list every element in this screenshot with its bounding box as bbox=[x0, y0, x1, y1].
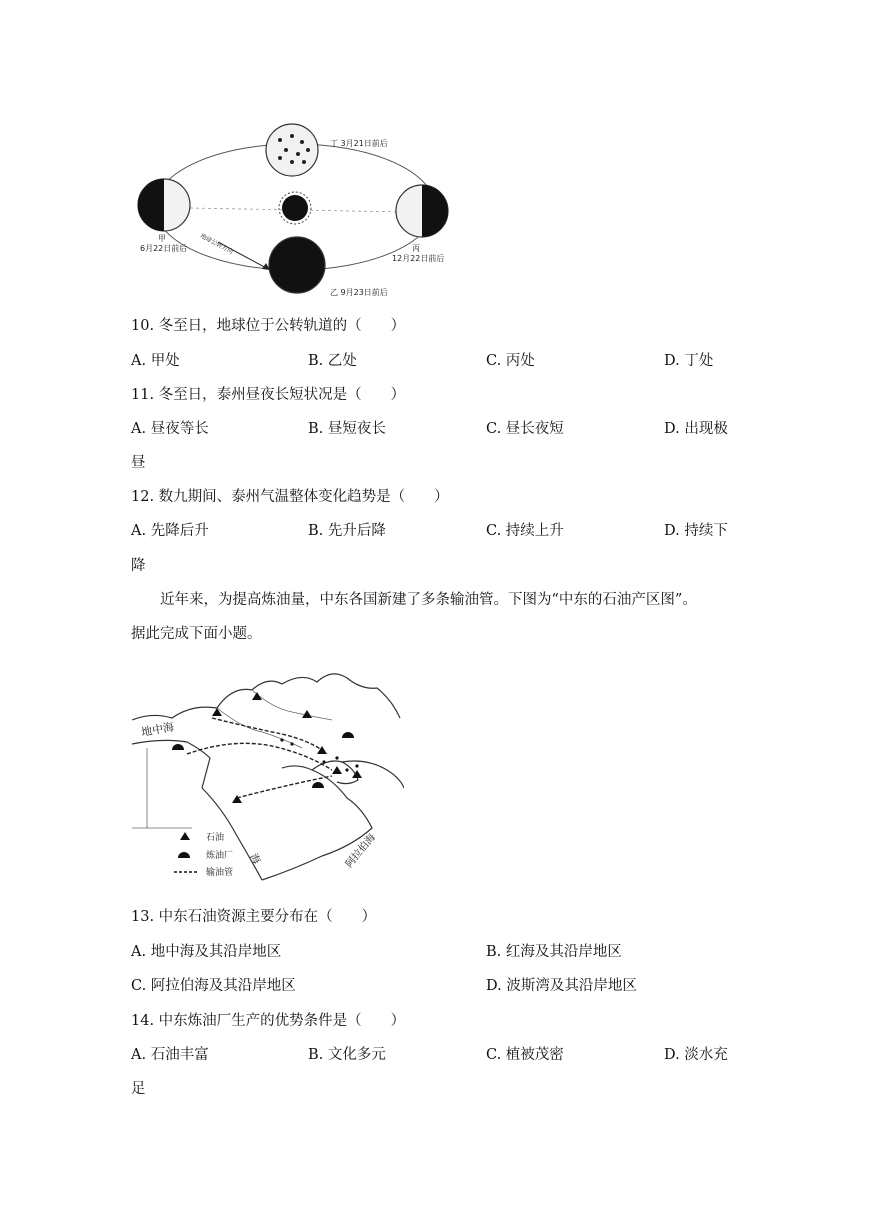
earth-orbit-figure bbox=[130, 112, 470, 302]
question-14-stem: 14. 中东炼油厂生产的优势条件是（ ） bbox=[131, 1013, 406, 1029]
q13-option-c[interactable]: C. 阿拉伯海及其沿岸地区 bbox=[131, 978, 296, 994]
legend-oil: 石油 bbox=[206, 833, 225, 843]
q14-option-a[interactable]: A. 石油丰富 bbox=[131, 1047, 209, 1063]
q12-option-d-wrap: 降 bbox=[131, 558, 146, 574]
label-mediterranean: 地中海 bbox=[140, 720, 176, 739]
q13-option-d[interactable]: D. 波斯湾及其沿岸地区 bbox=[486, 978, 637, 994]
middle-east-oil-map bbox=[132, 658, 404, 890]
legend-pipeline: 输油管 bbox=[206, 868, 234, 878]
q13-option-a[interactable]: A. 地中海及其沿岸地区 bbox=[131, 944, 282, 960]
earth-ding bbox=[266, 124, 318, 176]
q10-option-c[interactable]: C. 丙处 bbox=[486, 353, 535, 369]
q11-option-d-wrap: 昼 bbox=[131, 455, 146, 471]
q12-option-b[interactable]: B. 先升后降 bbox=[308, 523, 386, 539]
label-arabian-sea: 阿拉伯海 bbox=[343, 832, 379, 870]
q11-option-b[interactable]: B. 昼短夜长 bbox=[308, 421, 386, 437]
earth-yi bbox=[269, 237, 325, 293]
label-yi: 乙 9月23日前后 bbox=[330, 288, 388, 297]
q11-option-c[interactable]: C. 昼长夜短 bbox=[486, 421, 564, 437]
label-arrow: 地球公转方向 bbox=[199, 232, 235, 256]
legend-refinery: 炼油厂 bbox=[206, 851, 234, 861]
earth-jia bbox=[138, 179, 190, 231]
q10-option-a[interactable]: A. 甲处 bbox=[131, 353, 180, 369]
question-10-stem: 10. 冬至日，地球位于公转轨道的（ ） bbox=[131, 318, 406, 334]
q10-option-b[interactable]: B. 乙处 bbox=[308, 353, 357, 369]
label-bing: 丙 bbox=[412, 244, 420, 253]
q14-option-c[interactable]: C. 植被茂密 bbox=[486, 1047, 564, 1063]
passage-line-2: 据此完成下面小题。 bbox=[131, 626, 262, 642]
label-bing-date: 12月22日前后 bbox=[392, 254, 445, 263]
label-jia-date: 6月22日前后 bbox=[140, 244, 188, 253]
label-red-sea: 海 bbox=[247, 852, 262, 867]
question-13-stem: 13. 中东石油资源主要分布在（ ） bbox=[131, 909, 377, 925]
sun bbox=[282, 195, 308, 221]
question-12-stem: 12. 数九期间、泰州气温整体变化趋势是（ ） bbox=[131, 489, 449, 505]
earth-bing bbox=[396, 185, 448, 237]
label-ding: 丁 3月21日前后 bbox=[330, 139, 388, 148]
q11-option-d[interactable]: D. 出现极 bbox=[664, 421, 728, 437]
q13-option-b[interactable]: B. 红海及其沿岸地区 bbox=[486, 944, 622, 960]
q12-option-c[interactable]: C. 持续上升 bbox=[486, 523, 564, 539]
q11-option-a[interactable]: A. 昼夜等长 bbox=[131, 421, 209, 437]
label-jia: 甲 bbox=[158, 234, 166, 243]
q10-option-d[interactable]: D. 丁处 bbox=[664, 353, 714, 369]
question-11-stem: 11. 冬至日，泰州昼夜长短状况是（ ） bbox=[131, 387, 406, 403]
q12-option-a[interactable]: A. 先降后升 bbox=[131, 523, 209, 539]
q14-option-d[interactable]: D. 淡水充 bbox=[664, 1047, 728, 1063]
q14-option-d-wrap: 足 bbox=[131, 1081, 146, 1097]
q14-option-b[interactable]: B. 文化多元 bbox=[308, 1047, 386, 1063]
passage-line-1: 近年来，为提高炼油量，中东各国新建了多条输油管。下图为“中东的石油产区图”。 bbox=[160, 592, 697, 608]
q12-option-d[interactable]: D. 持续下 bbox=[664, 523, 728, 539]
